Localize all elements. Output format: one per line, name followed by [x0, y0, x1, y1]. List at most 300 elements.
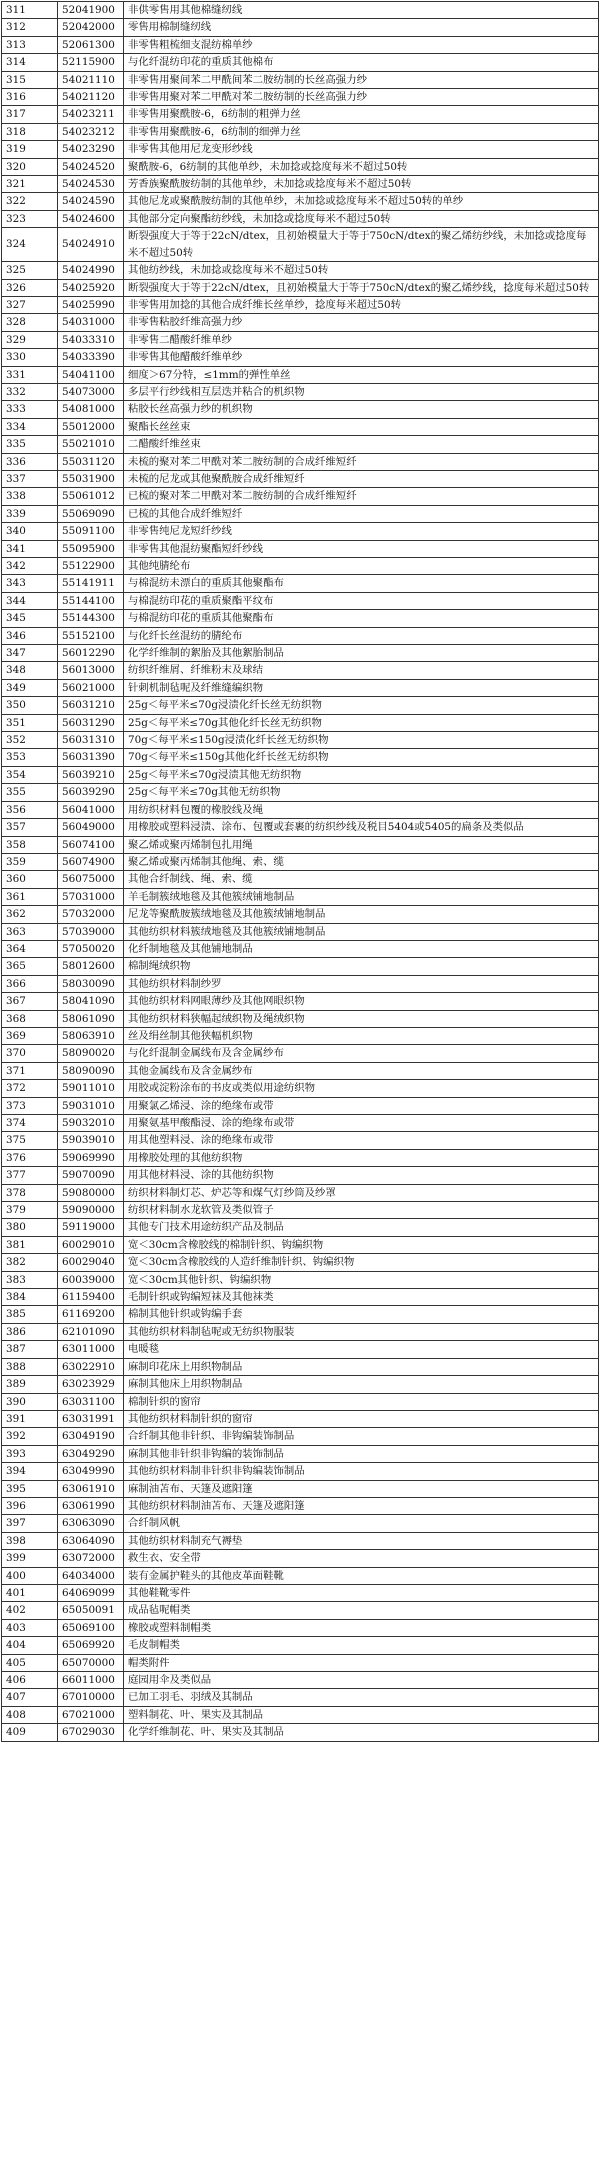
- hs-code: 54024910: [58, 228, 124, 262]
- product-description: 羊毛制簇绒地毯及其他簇绒铺地制品: [124, 888, 599, 905]
- row-number: 399: [2, 1550, 58, 1567]
- hs-code: 63049190: [58, 1428, 124, 1445]
- product-description: 其他纺织材料制非针织非钩编装饰制品: [124, 1463, 599, 1480]
- row-number: 362: [2, 906, 58, 923]
- row-number: 315: [2, 71, 58, 88]
- table-row: [2, 19, 599, 36]
- product-description: 其他纺织材料制油苫布、天篷及遮阳篷: [124, 1497, 599, 1514]
- table-row: [2, 853, 599, 870]
- row-number: 393: [2, 1445, 58, 1462]
- product-description: 化学纤维制花、叶、果实及其制品: [124, 1724, 599, 1741]
- product-description: 其他鞋靴零件: [124, 1584, 599, 1601]
- product-description: 聚酰胺-6，6纺制的其他单纱，未加捻或捻度每米不超过50转: [124, 158, 599, 175]
- product-description: 合纤制其他非针织、非钩编装饰制品: [124, 1428, 599, 1445]
- hs-code: 54024990: [58, 262, 124, 279]
- table-row: [2, 1254, 599, 1271]
- product-description: 其他纺织材料制针织的窗帘: [124, 1410, 599, 1427]
- hs-code: 54021110: [58, 71, 124, 88]
- hs-code: 63049990: [58, 1463, 124, 1480]
- row-number: 394: [2, 1463, 58, 1480]
- table-row: [2, 523, 599, 540]
- table-row: [2, 1271, 599, 1288]
- hs-code: 58063910: [58, 1027, 124, 1044]
- row-number: 392: [2, 1428, 58, 1445]
- product-description: 纺织材料制水龙软管及类似管子: [124, 1202, 599, 1219]
- hs-code: 58041090: [58, 993, 124, 1010]
- hs-code: 55122900: [58, 558, 124, 575]
- row-number: 352: [2, 732, 58, 749]
- table-row: [2, 383, 599, 400]
- row-number: 360: [2, 871, 58, 888]
- hs-code: 54025920: [58, 279, 124, 296]
- product-description: 棉制其他针织或钩编手套: [124, 1306, 599, 1323]
- hs-code: 55061012: [58, 488, 124, 505]
- table-row: [2, 123, 599, 140]
- table-row: [2, 975, 599, 992]
- hs-code: 54024530: [58, 176, 124, 193]
- table-row: [2, 871, 599, 888]
- row-number: 358: [2, 836, 58, 853]
- product-description: 毛制针织或钩编短袜及其他袜类: [124, 1289, 599, 1306]
- row-number: 316: [2, 89, 58, 106]
- product-description: 断裂强度大于等于22cN/dtex，且初始模量大于等于750cN/dtex的聚乙烯纺纱线，未加捻或捻度每米不超过50转: [124, 228, 599, 262]
- hs-code: 67021000: [58, 1706, 124, 1723]
- product-description: 纺织材料制灯芯、炉芯等和煤气灯纱筒及纱罩: [124, 1184, 599, 1201]
- row-number: 339: [2, 505, 58, 522]
- hs-code: 65069920: [58, 1637, 124, 1654]
- table-row: [2, 993, 599, 1010]
- hs-code: 60029040: [58, 1254, 124, 1271]
- product-description: 25g＜每平米≤70g浸渍化纤长丝无纺织物: [124, 697, 599, 714]
- table-row: [2, 1463, 599, 1480]
- product-description: 非零售其他混纺聚酯短纤纱线: [124, 540, 599, 557]
- hs-code: 59080000: [58, 1184, 124, 1201]
- hs-code: 63023929: [58, 1376, 124, 1393]
- row-number: 347: [2, 645, 58, 662]
- row-number: 314: [2, 54, 58, 71]
- product-description: 用其他材料浸、涂的其他纺织物: [124, 1167, 599, 1184]
- table-row: [2, 958, 599, 975]
- row-number: 349: [2, 679, 58, 696]
- table-row: [2, 697, 599, 714]
- hs-code: 58030090: [58, 975, 124, 992]
- table-row: [2, 418, 599, 435]
- table-row: [2, 1149, 599, 1166]
- row-number: 331: [2, 366, 58, 383]
- row-number: 377: [2, 1167, 58, 1184]
- row-number: 390: [2, 1393, 58, 1410]
- hs-code: 54024590: [58, 193, 124, 210]
- product-description: 未梳的聚对苯二甲酰对苯二胺纺制的合成纤维短纤: [124, 453, 599, 470]
- hs-code: 60029010: [58, 1236, 124, 1253]
- hs-code: 55095900: [58, 540, 124, 557]
- hs-code: 56013000: [58, 662, 124, 679]
- hs-code: 63064090: [58, 1532, 124, 1549]
- table-row: [2, 923, 599, 940]
- product-description: 非零售其他醋酸纤维单纱: [124, 349, 599, 366]
- product-description: 已梳的聚对苯二甲酰对苯二胺纺制的合成纤维短纤: [124, 488, 599, 505]
- product-description: 与棉混纺印花的重质聚酯平纹布: [124, 592, 599, 609]
- product-description: 其他尼龙或聚酰胺纺制的其他单纱，未加捻或捻度每米不超过50转的单纱: [124, 193, 599, 210]
- product-description: 非零售纯尼龙短纤纱线: [124, 523, 599, 540]
- table-row: [2, 592, 599, 609]
- product-description: 二醋酸纤维丝束: [124, 436, 599, 453]
- product-description: 非零售粘胶纤维高强力纱: [124, 314, 599, 331]
- row-number: 373: [2, 1097, 58, 1114]
- row-number: 381: [2, 1236, 58, 1253]
- row-number: 311: [2, 2, 58, 19]
- product-description: 粘胶长丝高强力纱的机织物: [124, 401, 599, 418]
- product-description: 麻制其他非针织非钩编的装饰制品: [124, 1445, 599, 1462]
- hs-code: 63072000: [58, 1550, 124, 1567]
- product-description: 非零售二醋酸纤维单纱: [124, 331, 599, 348]
- hs-code: 54023212: [58, 123, 124, 140]
- product-description: 与化纤长丝混纺的腈纶布: [124, 627, 599, 644]
- table-row: [2, 1428, 599, 1445]
- table-row: [2, 836, 599, 853]
- hs-code: 56039290: [58, 784, 124, 801]
- hs-code: 54024600: [58, 210, 124, 227]
- hs-code: 66011000: [58, 1672, 124, 1689]
- row-number: 385: [2, 1306, 58, 1323]
- product-description: 棉制绳绒织物: [124, 958, 599, 975]
- product-description: 成品毡呢帽类: [124, 1602, 599, 1619]
- row-number: 336: [2, 453, 58, 470]
- table-row: [2, 766, 599, 783]
- hs-code: 56074100: [58, 836, 124, 853]
- row-number: 374: [2, 1115, 58, 1132]
- hs-code: 56031390: [58, 749, 124, 766]
- product-description: 聚乙烯或聚丙烯制其他绳、索、缆: [124, 853, 599, 870]
- product-description: 其他纺纱线，未加捻或捻度每米不超过50转: [124, 262, 599, 279]
- row-number: 326: [2, 279, 58, 296]
- product-description: 用纺织材料包覆的橡胶线及绳: [124, 801, 599, 818]
- product-description: 非供零售用其他棉缝纫线: [124, 2, 599, 19]
- product-description: 其他纺织材料制纱罗: [124, 975, 599, 992]
- table-row: [2, 1724, 599, 1741]
- table-row: [2, 662, 599, 679]
- hs-code: 56031310: [58, 732, 124, 749]
- row-number: 403: [2, 1619, 58, 1636]
- product-description: 非零售用聚间苯二甲酰间苯二胺纺制的长丝高强力纱: [124, 71, 599, 88]
- row-number: 365: [2, 958, 58, 975]
- product-description: 其他金属线布及含金属纱布: [124, 1062, 599, 1079]
- row-number: 395: [2, 1480, 58, 1497]
- product-description: 70g＜每平米≤150g其他化纤长丝无纺织物: [124, 749, 599, 766]
- row-number: 322: [2, 193, 58, 210]
- hs-code: 54023211: [58, 106, 124, 123]
- product-description: 帽类附件: [124, 1654, 599, 1671]
- table-row: [2, 819, 599, 836]
- row-number: 343: [2, 575, 58, 592]
- hs-code: 64069099: [58, 1584, 124, 1601]
- table-row: [2, 784, 599, 801]
- row-number: 382: [2, 1254, 58, 1271]
- row-number: 378: [2, 1184, 58, 1201]
- table-row: [2, 575, 599, 592]
- hs-code: 63022910: [58, 1358, 124, 1375]
- row-number: 397: [2, 1515, 58, 1532]
- row-number: 319: [2, 141, 58, 158]
- hs-code: 56021000: [58, 679, 124, 696]
- row-number: 355: [2, 784, 58, 801]
- hs-code: 55012000: [58, 418, 124, 435]
- table-row: [2, 36, 599, 53]
- hs-code: 55031900: [58, 470, 124, 487]
- product-description: 纺织纤维屑、纤维粉末及球结: [124, 662, 599, 679]
- row-number: 396: [2, 1497, 58, 1514]
- product-description: 其他纺织材料制充气褥垫: [124, 1532, 599, 1549]
- table-row: [2, 1515, 599, 1532]
- table-row: [2, 1672, 599, 1689]
- row-number: 363: [2, 923, 58, 940]
- product-description: 非零售用聚对苯二甲酰对苯二胺纺制的长丝高强力纱: [124, 89, 599, 106]
- table-row: [2, 71, 599, 88]
- table-row: [2, 1167, 599, 1184]
- table-row: [2, 1550, 599, 1567]
- row-number: 345: [2, 610, 58, 627]
- product-description: 与化纤混制金属线布及含金属纱布: [124, 1045, 599, 1062]
- product-description: 零售用棉制缝纫线: [124, 19, 599, 36]
- row-number: 324: [2, 228, 58, 262]
- row-number: 312: [2, 19, 58, 36]
- row-number: 348: [2, 662, 58, 679]
- table-row: [2, 714, 599, 731]
- product-description: 70g＜每平米≤150g浸渍化纤长丝无纺织物: [124, 732, 599, 749]
- hs-code: 52061300: [58, 36, 124, 53]
- table-row: [2, 1393, 599, 1410]
- product-description: 与化纤混纺印花的重质其他棉布: [124, 54, 599, 71]
- row-number: 357: [2, 819, 58, 836]
- table-row: [2, 1045, 599, 1062]
- hs-code: 59011010: [58, 1080, 124, 1097]
- product-description: 其他纺织材料簇绒地毯及其他簇绒铺地制品: [124, 923, 599, 940]
- product-description: 尼龙等聚酰胺簇绒地毯及其他簇绒铺地制品: [124, 906, 599, 923]
- table-row: [2, 888, 599, 905]
- hs-code: 63031100: [58, 1393, 124, 1410]
- tariff-item-table: [1, 1, 599, 1742]
- product-description: 其他专门技术用途纺织产品及制品: [124, 1219, 599, 1236]
- product-description: 用橡胶或塑料浸渍、涂布、包覆或套裹的纺织纱线及税目5404或5405的扁条及类似品: [124, 819, 599, 836]
- product-description: 芳香族聚酰胺纺制的其他单纱，未加捻或捻度每米不超过50转: [124, 176, 599, 193]
- product-description: 合纤制风帆: [124, 1515, 599, 1532]
- product-description: 非零售粗梳细支混纺棉单纱: [124, 36, 599, 53]
- row-number: 329: [2, 331, 58, 348]
- table-row: [2, 940, 599, 957]
- row-number: 366: [2, 975, 58, 992]
- row-number: 325: [2, 262, 58, 279]
- row-number: 401: [2, 1584, 58, 1601]
- row-number: 317: [2, 106, 58, 123]
- table-row: [2, 488, 599, 505]
- hs-code: 56012290: [58, 645, 124, 662]
- product-description: 非零售用聚酰胺-6，6纺制的细弹力丝: [124, 123, 599, 140]
- table-row: [2, 2, 599, 19]
- row-number: 408: [2, 1706, 58, 1723]
- hs-code: 59119000: [58, 1219, 124, 1236]
- row-number: 327: [2, 296, 58, 313]
- table-row: [2, 627, 599, 644]
- row-number: 406: [2, 1672, 58, 1689]
- product-description: 25g＜每平米≤70g其他无纺织物: [124, 784, 599, 801]
- hs-code: 54033310: [58, 331, 124, 348]
- product-description: 宽＜30cm含橡胶线的棉制针织、钩编织物: [124, 1236, 599, 1253]
- table-row: [2, 176, 599, 193]
- hs-code: 59070090: [58, 1167, 124, 1184]
- row-number: 351: [2, 714, 58, 731]
- product-description: 用其他塑料浸、涂的绝缘布或带: [124, 1132, 599, 1149]
- product-description: 救生衣、安全带: [124, 1550, 599, 1567]
- table-row: [2, 749, 599, 766]
- table-row: [2, 610, 599, 627]
- hs-code: 63049290: [58, 1445, 124, 1462]
- hs-code: 57031000: [58, 888, 124, 905]
- hs-code: 52041900: [58, 2, 124, 19]
- hs-code: 55141911: [58, 575, 124, 592]
- row-number: 342: [2, 558, 58, 575]
- product-description: 用聚氨基甲酸酯浸、涂的绝缘布或带: [124, 1115, 599, 1132]
- table-row: [2, 801, 599, 818]
- product-description: 宽＜30cm其他针织、钩编织物: [124, 1271, 599, 1288]
- table-row: [2, 1097, 599, 1114]
- hs-code: 55144100: [58, 592, 124, 609]
- row-number: 375: [2, 1132, 58, 1149]
- table-row: [2, 1480, 599, 1497]
- table-row: [2, 193, 599, 210]
- row-number: 384: [2, 1289, 58, 1306]
- table-row: [2, 453, 599, 470]
- table-row: [2, 1602, 599, 1619]
- product-description: 麻制印花床上用织物制品: [124, 1358, 599, 1375]
- product-description: 针刺机制毡呢及纤维缝编织物: [124, 679, 599, 696]
- hs-code: 60039000: [58, 1271, 124, 1288]
- product-description: 用橡胶处理的其他纺织物: [124, 1149, 599, 1166]
- product-description: 断裂强度大于等于22cN/dtex，且初始模量大于等于750cN/dtex的聚乙烯纱线，捻度每米超过50转: [124, 279, 599, 296]
- row-number: 328: [2, 314, 58, 331]
- row-number: 359: [2, 853, 58, 870]
- product-description: 用聚氯乙烯浸、涂的绝缘布或带: [124, 1097, 599, 1114]
- row-number: 368: [2, 1010, 58, 1027]
- hs-code: 56039210: [58, 766, 124, 783]
- hs-code: 55031120: [58, 453, 124, 470]
- table-row: [2, 1306, 599, 1323]
- table-row: [2, 279, 599, 296]
- table-row: [2, 158, 599, 175]
- table-row: [2, 732, 599, 749]
- row-number: 346: [2, 627, 58, 644]
- hs-code: 55021010: [58, 436, 124, 453]
- hs-code: 63061910: [58, 1480, 124, 1497]
- row-number: 321: [2, 176, 58, 193]
- table-row: [2, 1341, 599, 1358]
- hs-code: 65070000: [58, 1654, 124, 1671]
- hs-code: 67010000: [58, 1689, 124, 1706]
- table-row: [2, 1619, 599, 1636]
- table-row: [2, 470, 599, 487]
- hs-code: 67029030: [58, 1724, 124, 1741]
- row-number: 323: [2, 210, 58, 227]
- table-row: [2, 1584, 599, 1601]
- table-row: [2, 314, 599, 331]
- row-number: 387: [2, 1341, 58, 1358]
- table-row: [2, 106, 599, 123]
- product-description: 庭园用伞及类似品: [124, 1672, 599, 1689]
- table-row: [2, 210, 599, 227]
- hs-code: 63061990: [58, 1497, 124, 1514]
- hs-code: 65050091: [58, 1602, 124, 1619]
- table-row: [2, 1376, 599, 1393]
- row-number: 354: [2, 766, 58, 783]
- hs-code: 58090020: [58, 1045, 124, 1062]
- row-number: 335: [2, 436, 58, 453]
- hs-code: 57032000: [58, 906, 124, 923]
- table-row: [2, 349, 599, 366]
- table-row: [2, 1184, 599, 1201]
- product-description: 其他纺织材料制毡呢或无纺织物服装: [124, 1323, 599, 1340]
- row-number: 386: [2, 1323, 58, 1340]
- hs-code: 64034000: [58, 1567, 124, 1584]
- product-description: 已加工羽毛、羽绒及其制品: [124, 1689, 599, 1706]
- row-number: 370: [2, 1045, 58, 1062]
- hs-code: 54033390: [58, 349, 124, 366]
- product-description: 其他部分定向聚酯纺纱线，未加捻或捻度每米不超过50转: [124, 210, 599, 227]
- product-description: 与棉混纺印花的重质其他聚酯布: [124, 610, 599, 627]
- row-number: 356: [2, 801, 58, 818]
- product-description: 麻制油苫布、天篷及遮阳篷: [124, 1480, 599, 1497]
- row-number: 398: [2, 1532, 58, 1549]
- row-number: 318: [2, 123, 58, 140]
- table-row: [2, 505, 599, 522]
- table-row: [2, 1445, 599, 1462]
- row-number: 372: [2, 1080, 58, 1097]
- hs-code: 62101090: [58, 1323, 124, 1340]
- product-description: 其他合纤制线、绳、索、缆: [124, 871, 599, 888]
- hs-code: 56074900: [58, 853, 124, 870]
- row-number: 313: [2, 36, 58, 53]
- table-row: [2, 1323, 599, 1340]
- table-row: [2, 1532, 599, 1549]
- row-number: 350: [2, 697, 58, 714]
- product-description: 麻制其他床上用织物制品: [124, 1376, 599, 1393]
- product-description: 化纤制地毯及其他铺地制品: [124, 940, 599, 957]
- product-description: 25g＜每平米≤70g浸渍其他无纺织物: [124, 766, 599, 783]
- hs-code: 59032010: [58, 1115, 124, 1132]
- row-number: 380: [2, 1219, 58, 1236]
- table-row: [2, 401, 599, 418]
- product-description: 聚乙烯或聚丙烯制包扎用绳: [124, 836, 599, 853]
- hs-code: 56031290: [58, 714, 124, 731]
- row-number: 376: [2, 1149, 58, 1166]
- table-row: [2, 645, 599, 662]
- row-number: 330: [2, 349, 58, 366]
- hs-code: 54023290: [58, 141, 124, 158]
- row-number: 333: [2, 401, 58, 418]
- hs-code: 55091100: [58, 523, 124, 540]
- product-description: 塑料制花、叶、果实及其制品: [124, 1706, 599, 1723]
- product-description: 装有金属护鞋头的其他皮革面鞋靴: [124, 1567, 599, 1584]
- hs-code: 59090000: [58, 1202, 124, 1219]
- hs-code: 55152100: [58, 627, 124, 644]
- hs-code: 54024520: [58, 158, 124, 175]
- hs-code: 63063090: [58, 1515, 124, 1532]
- hs-code: 54073000: [58, 383, 124, 400]
- table-row: [2, 1289, 599, 1306]
- row-number: 341: [2, 540, 58, 557]
- row-number: 389: [2, 1376, 58, 1393]
- hs-code: 58090090: [58, 1062, 124, 1079]
- table-row: [2, 1236, 599, 1253]
- hs-code: 54031000: [58, 314, 124, 331]
